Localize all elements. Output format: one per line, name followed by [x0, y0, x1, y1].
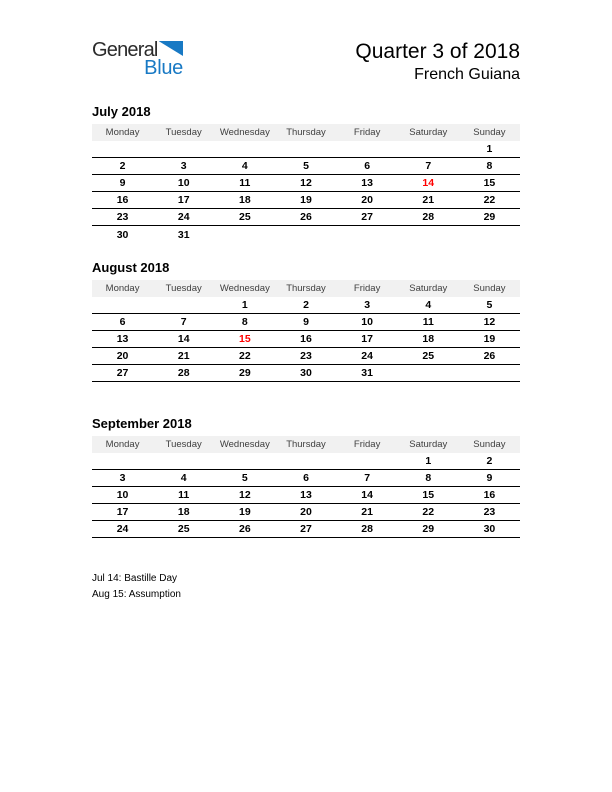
weekday-label: Sunday — [473, 283, 506, 294]
day-cell: 27 — [361, 211, 373, 223]
day-cell: 5 — [486, 299, 493, 311]
day-cell: 30 — [483, 523, 496, 535]
day-cell: 10 — [116, 489, 129, 501]
week-row — [92, 175, 520, 192]
day-cell: 2 — [119, 160, 126, 172]
day-cell: 21 — [422, 194, 435, 206]
weekday-label: Thursday — [286, 127, 326, 138]
week-row — [92, 192, 520, 209]
day-cell: 31 — [177, 228, 190, 241]
weekday-label: Thursday — [286, 283, 326, 294]
day-cell: 1 — [486, 143, 493, 155]
day-cell-holiday: 14 — [422, 177, 435, 189]
day-cell: 15 — [422, 489, 435, 501]
day-cell: 12 — [483, 316, 496, 328]
day-cell: 12 — [239, 489, 251, 501]
day-cell: 7 — [425, 160, 432, 172]
week-row — [92, 141, 520, 158]
day-cell: 21 — [361, 506, 373, 518]
month-section-july — [92, 103, 520, 243]
weeks — [92, 141, 520, 243]
day-cell: 14 — [361, 489, 373, 501]
page-subtitle: French Guiana — [414, 66, 520, 83]
week-row — [92, 487, 520, 504]
day-cell: 11 — [239, 177, 251, 189]
day-cell: 6 — [119, 316, 126, 328]
day-cell: 9 — [119, 177, 126, 189]
week-row — [92, 365, 520, 382]
day-cell: 25 — [239, 211, 251, 223]
weekday-label: Wednesday — [219, 283, 270, 294]
day-cell: 2 — [486, 455, 493, 467]
week-row — [92, 538, 520, 555]
day-cell: 17 — [177, 194, 190, 206]
day-cell: 12 — [300, 177, 312, 189]
day-cell: 22 — [239, 350, 251, 362]
calendar-table — [92, 436, 520, 555]
day-cell: 13 — [116, 333, 129, 345]
day-cell: 17 — [116, 506, 129, 518]
day-cell: 19 — [483, 333, 496, 345]
week-row — [92, 521, 520, 538]
day-cell: 13 — [361, 177, 373, 189]
day-cell: 10 — [177, 177, 190, 189]
week-row — [92, 158, 520, 175]
week-row — [92, 297, 520, 314]
day-cell: 13 — [300, 489, 312, 501]
title-block — [355, 40, 520, 85]
day-cell: 14 — [177, 333, 190, 345]
day-cell: 9 — [303, 316, 309, 328]
day-cell: 30 — [116, 228, 129, 241]
day-cell: 9 — [486, 472, 493, 484]
day-cell: 30 — [300, 367, 312, 379]
month-section-september — [92, 415, 520, 555]
weeks — [92, 453, 520, 555]
weekday-label: Tuesday — [165, 127, 202, 138]
day-cell: 26 — [483, 350, 496, 362]
page-header — [92, 40, 520, 87]
weekday-label: Friday — [353, 439, 381, 450]
general-blue-logo — [92, 40, 183, 78]
day-cell: 24 — [116, 523, 129, 535]
day-cell: 26 — [239, 523, 251, 535]
day-cell: 16 — [483, 489, 496, 501]
day-cell: 20 — [300, 506, 312, 518]
weeks — [92, 297, 520, 399]
day-cell: 15 — [483, 177, 496, 189]
day-cell: 1 — [241, 299, 248, 311]
day-cell: 26 — [300, 211, 312, 223]
weekday-label: Wednesday — [219, 439, 270, 450]
day-cell: 27 — [116, 367, 129, 379]
weekday-label: Sunday — [473, 127, 506, 138]
weekday-label: Friday — [353, 283, 381, 294]
day-cell: 18 — [177, 506, 190, 518]
weekday-label: Monday — [105, 283, 140, 294]
week-row — [92, 226, 520, 243]
logo-triangle-icon — [159, 41, 183, 56]
day-cell: 17 — [361, 333, 373, 345]
day-cell: 7 — [364, 472, 371, 484]
day-cell: 8 — [241, 316, 248, 328]
day-cell: 27 — [300, 523, 312, 535]
week-row — [92, 331, 520, 348]
month-title: September 2018 — [92, 416, 192, 431]
day-cell: 25 — [422, 350, 435, 362]
day-cell: 3 — [180, 160, 187, 172]
day-cell: 21 — [177, 350, 190, 362]
weekday-label: Tuesday — [165, 283, 202, 294]
day-cell: 20 — [116, 350, 129, 362]
weekday-label: Monday — [105, 127, 140, 138]
day-cell: 29 — [483, 211, 496, 223]
day-cell: 6 — [364, 160, 371, 172]
day-cell: 23 — [300, 350, 312, 362]
day-cell: 1 — [425, 455, 432, 467]
day-cell: 18 — [239, 194, 251, 206]
week-row — [92, 314, 520, 331]
calendar-table — [92, 280, 520, 399]
day-cell: 4 — [425, 299, 432, 311]
calendar-table — [92, 124, 520, 243]
day-cell: 23 — [116, 211, 129, 223]
week-row — [92, 348, 520, 365]
day-cell: 2 — [303, 299, 309, 311]
weekday-label: Monday — [105, 439, 140, 450]
week-row — [92, 382, 520, 399]
weekday-label: Thursday — [286, 439, 326, 450]
week-row — [92, 453, 520, 470]
day-cell: 18 — [422, 333, 435, 345]
weekday-label: Saturday — [409, 283, 448, 294]
day-cell: 3 — [364, 299, 371, 311]
day-cell: 24 — [177, 211, 190, 223]
day-cell-holiday: 15 — [239, 333, 251, 345]
day-cell: 6 — [303, 472, 309, 484]
day-cell: 28 — [422, 211, 435, 223]
holiday-notes — [92, 571, 520, 603]
day-cell: 19 — [300, 194, 312, 206]
day-cell: 11 — [422, 316, 434, 328]
weekday-row — [92, 280, 520, 297]
weekday-label: Sunday — [473, 439, 506, 450]
day-cell: 11 — [178, 489, 190, 501]
logo-text-general: General — [92, 39, 158, 61]
month-section-august — [92, 259, 520, 399]
day-cell: 4 — [180, 472, 187, 484]
week-row — [92, 470, 520, 487]
day-cell: 8 — [486, 160, 493, 172]
day-cell: 16 — [116, 194, 129, 206]
weekday-label: Saturday — [409, 439, 448, 450]
day-cell: 29 — [422, 523, 435, 535]
weekday-label: Saturday — [409, 127, 448, 138]
day-cell: 10 — [361, 316, 373, 328]
day-cell: 25 — [177, 523, 190, 535]
weekday-row — [92, 436, 520, 453]
day-cell: 7 — [180, 316, 187, 328]
holiday-note: Jul 14: Bastille Day — [92, 573, 178, 584]
holiday-note: Aug 15: Assumption — [92, 589, 181, 600]
day-cell: 29 — [239, 367, 251, 379]
day-cell: 19 — [239, 506, 251, 518]
day-cell: 22 — [422, 506, 435, 518]
logo-text-blue: Blue — [144, 57, 183, 79]
day-cell: 24 — [361, 350, 373, 362]
day-cell: 8 — [425, 472, 432, 484]
weekday-label: Friday — [353, 127, 381, 138]
day-cell: 3 — [119, 472, 126, 484]
weekday-label: Wednesday — [219, 127, 270, 138]
day-cell: 23 — [483, 506, 496, 518]
day-cell: 5 — [303, 160, 309, 172]
week-row — [92, 209, 520, 226]
weekday-row — [92, 124, 520, 141]
weekday-label: Tuesday — [165, 439, 202, 450]
day-cell: 28 — [361, 523, 373, 535]
month-title: August 2018 — [92, 260, 170, 275]
day-cell: 20 — [361, 194, 373, 206]
week-row — [92, 504, 520, 521]
day-cell: 4 — [241, 160, 248, 172]
day-cell: 16 — [300, 333, 312, 345]
day-cell: 31 — [361, 367, 373, 379]
month-title: July 2018 — [92, 104, 151, 119]
day-cell: 5 — [241, 472, 248, 484]
day-cell: 28 — [177, 367, 190, 379]
page-title: Quarter 3 of 2018 — [355, 40, 520, 63]
day-cell: 22 — [483, 194, 496, 206]
